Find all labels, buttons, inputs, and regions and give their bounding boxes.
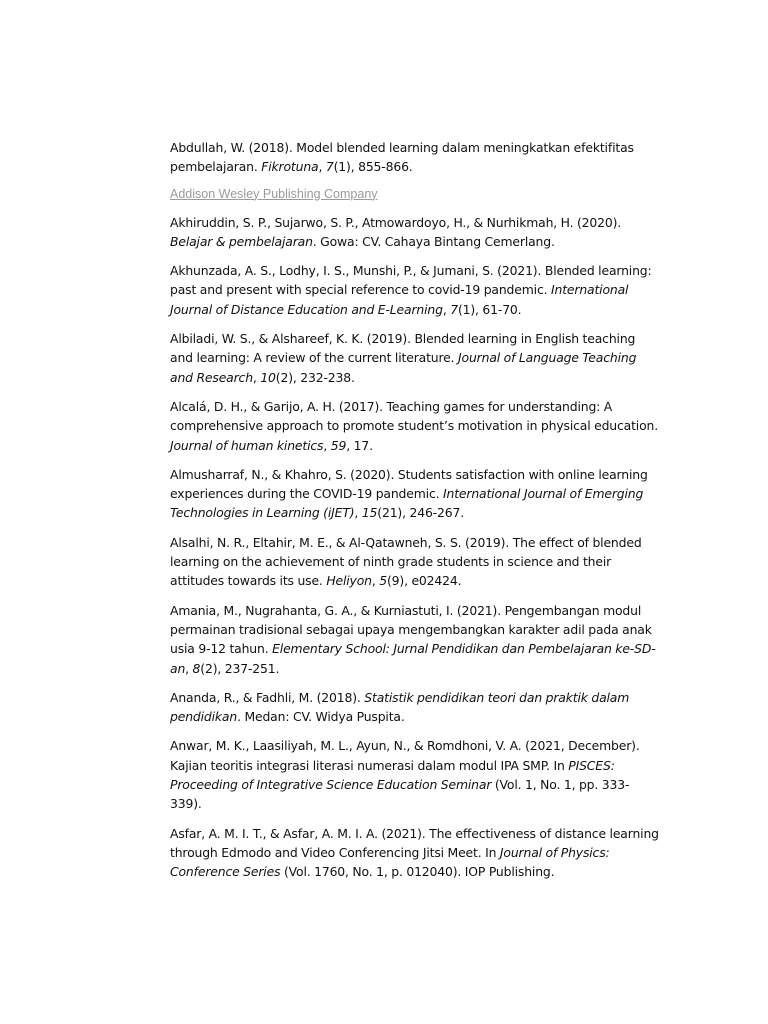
ref-text: Akhiruddin, S. P., Sujarwo, S. P., Atmowardoyo, H., & Nurhikmah, H. (2020). [170,214,622,230]
reference-entry [170,824,660,882]
ref-text: , [318,159,326,175]
reference-entry [170,736,660,813]
ref-text: (1), 61-70. [457,301,522,317]
ref-text: . Gowa: CV. Cahaya Bintang Cemerlang. [312,233,555,249]
ref-text: . Medan: CV. Widya Puspita. [237,709,405,725]
reference-entry [170,138,660,177]
ref-text: , [323,437,331,453]
ref-text: Alsalhi, N. R., Eltahir, M. E., & Al-Qatawneh, S. S. (2019). The effect of blended learning on the achievement of ninth grade students in science and their attitudes towards its use. [170,534,642,589]
ref-text: (9), e02424. [386,573,462,589]
reference-entry [170,465,660,523]
book-title: Belajar & pembelajaran [170,233,313,249]
reference-entry [170,213,660,252]
ref-text: Asfar, A. M. I. T., & Asfar, A. M. I. A. (2021). The effectiveness of distance learning through Edmodo and Video Conferencing Jitsi Meet. In [170,825,659,860]
reference-entry [170,601,660,678]
proceedings-title: PISCES: Proceeding of Integrative Science Education Seminar [170,757,615,793]
ref-text: , [442,301,451,317]
ref-text: , [371,573,380,589]
ref-text: Albiladi, W. S., & Alshareef, K. K. (2019). Blended learning in English teaching and learning: A review of the current literature. [170,331,636,366]
reference-entry [170,688,660,727]
reference-entry [170,261,660,319]
journal-name: Fikrotuna [261,159,319,175]
volume: 7 [450,301,458,317]
journal-name: Heliyon [326,573,372,589]
ref-text: Ananda, R., & Fadhli, M. (2018). [170,689,365,705]
reference-entry [170,533,660,591]
ref-text: (Vol. 1, No. 1, pp. 333-339). [170,777,630,812]
reference-entry [170,397,660,455]
volume: 59 [330,437,347,453]
reference-list [170,138,660,892]
ref-text: (1), 855-866. [333,159,413,175]
publisher-link[interactable]: Addison Wesley Publishing Company [170,186,378,201]
ref-text: (Vol. 1760, No. 1, p. 012040). IOP Publishing. [280,864,555,880]
volume: 10 [260,369,276,385]
journal-name: Journal of human kinetics [170,437,324,453]
volume: 15 [361,505,378,521]
ref-text: Almusharraf, N., & Khahro, S. (2020). Students satisfaction with online learning experiences during the COVID-19 pandemic. [170,466,648,502]
ref-text: Alcalá, D. H., & Garijo, A. H. (2017). Teaching games for understanding: A comprehensive approach to promote student’s motivation in physical education. [170,398,659,434]
ref-text: (2), 232-238. [275,369,355,385]
ref-text: Abdullah, W. (2018). Model blended learning dalam meningkatkan efektifitas pembelajaran. [170,140,634,175]
ref-text: Anwar, M. K., Laasiliyah, M. L., Ayun, N., & Romdhoni, V. A. (2021, December). Kajian teoritis integrasi literasi numerasi dalam modul IPA SMP. In [170,738,640,773]
reference-entry [170,329,660,387]
journal-name: Journal of Physics: Conference Series [170,844,610,880]
ref-text: Akhunzada, A. S., Lodhy, I. S., Munshi, P., & Jumani, S. (2021). Blended learning: past and present with special reference to covid-19 pandemic. [170,263,652,298]
journal-name: International Journal of Distance Education and E-Learning [170,282,629,317]
ref-text: (21), 246-267. [377,505,465,521]
journal-name: Journal of Language Teaching and Research [170,350,637,385]
journal-name: International Journal of Emerging Technologies in Learning (iJET) [170,486,644,521]
ref-text: , [354,505,362,521]
ref-text: , 17. [346,437,373,453]
ref-text: , [252,369,261,385]
ref-text: Amania, M., Nugrahanta, G. A., & Kurniastuti, I. (2021). Pengembangan modul permainan tradisional sebagai upaya mengembangkan karakter adil pada anak usia 9-12 tahun. [170,602,652,657]
book-title: Statistik pendidikan teori dan praktik dalam pendidikan [170,689,630,725]
volume: 8 [192,660,201,676]
volume: 5 [379,573,387,589]
journal-name: Elementary School: Jurnal Pendidikan dan Pembelajaran ke-SD-an [170,641,656,676]
ref-text: (2), 237-251. [200,660,280,676]
volume: 7 [325,159,334,175]
ref-text: , [185,660,193,676]
